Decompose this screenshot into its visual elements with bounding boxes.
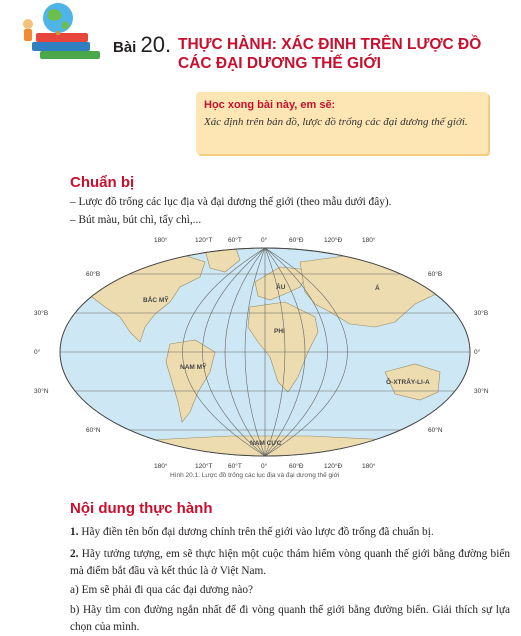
right-lat-0: 60°B [428, 271, 443, 278]
map-caption: Hình 20.1. Lược đồ trống các lục địa và đại dương thế giới [170, 472, 340, 479]
top-lon-4: 60°Đ [289, 237, 304, 244]
left-lat-0: 60°B [86, 271, 101, 278]
label-antarctica: NAM CỰC [250, 440, 282, 447]
objectives-text: Xác định trên bản đồ, lược đồ trống các đại dương thế giới. [204, 116, 468, 128]
globe-books-icon [18, 0, 110, 62]
world-map-figure [30, 232, 500, 472]
top-lon-5: 120°Đ [324, 237, 343, 244]
left-lat-1: 30°B [34, 310, 49, 317]
question-2 [70, 546, 510, 580]
bottom-lon-4: 60°Đ [289, 463, 304, 470]
bottom-lon-5: 120°Đ [324, 463, 343, 470]
title-line-2: CÁC ĐẠI DƯƠNG THẾ GIỚI [178, 55, 381, 72]
objectives-heading: Học xong bài này, em sẽ: [204, 99, 336, 111]
question-2-text: Hãy tưởng tượng, em sẽ thực hiện một cuộc thám hiểm vòng quanh thế giới bằng đường biển mà điểm bắt đầu và kết thúc là ở Việt Nam. [70, 548, 510, 577]
question-1-text: Hãy điền tên bốn đại dương chính trên thế giới vào lược đồ trống đã chuẩn bị. [81, 526, 434, 538]
left-lat-4: 60°N [86, 427, 101, 434]
label-europe: ÂU [276, 284, 286, 291]
right-lat-3: 30°N [474, 388, 489, 395]
right-lat-2: 0° [474, 349, 481, 356]
content-heading: Nội dung thực hành [70, 500, 213, 517]
question-1-number: 1. [70, 526, 79, 538]
bottom-lon-2: 60°T [228, 463, 242, 470]
question-1 [70, 524, 510, 541]
bottom-lon-0: 180° [154, 463, 168, 470]
world-map [30, 232, 500, 472]
lesson-number-value: 20. [140, 32, 172, 57]
right-lat-4: 60°N [428, 427, 443, 434]
top-lon-2: 60°T [228, 237, 242, 244]
left-lat-3: 30°N [34, 388, 49, 395]
top-lon-6: 180° [362, 237, 376, 244]
left-lat-2: 0° [34, 349, 41, 356]
top-lon-1: 120°T [195, 237, 213, 244]
question-2-number: 2. [70, 548, 79, 560]
title-line-1: THỰC HÀNH: XÁC ĐỊNH TRÊN LƯỢC ĐỒ [178, 36, 482, 53]
lesson-logo [18, 0, 110, 62]
bottom-lon-1: 120°T [195, 463, 213, 470]
label-north-america: BẮC MỸ [143, 297, 169, 304]
prep-heading: Chuẩn bị [70, 174, 135, 191]
label-asia: Á [375, 285, 380, 292]
lesson-title [178, 35, 508, 73]
prep-item-1: – Lược đồ trống các lục địa và đại dương thế giới (theo mẫu dưới đây). [70, 196, 392, 208]
question-2b: b) Hãy tìm con đường ngắn nhất để đi vòng quanh thế giới bằng đường biển. Giải thích sự lựa chọn của mình. [70, 604, 510, 633]
objectives-box [196, 92, 488, 154]
top-lon-0: 180° [154, 237, 168, 244]
top-lon-3: 0° [261, 237, 268, 244]
right-lat-1: 30°B [474, 310, 489, 317]
lesson-number [113, 32, 171, 58]
bottom-lon-3: 0° [261, 463, 268, 470]
question-2a: a) Em sẽ phải đi qua các đại dương nào? [70, 584, 254, 596]
label-africa: PHI [274, 328, 285, 335]
label-south-america: NAM MỸ [180, 364, 207, 371]
lesson-word: Bài [113, 39, 137, 56]
bottom-lon-6: 180° [362, 463, 376, 470]
label-australia: Ô-XTRÂY-LI-A [386, 379, 430, 386]
prep-item-2: – Bút màu, bút chì, tẩy chì,... [70, 214, 202, 226]
